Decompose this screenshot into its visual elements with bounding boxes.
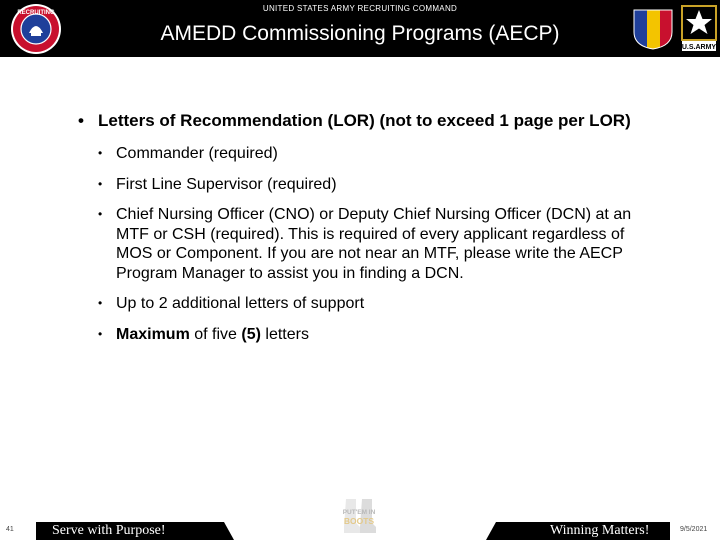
footer-winning-matters: Winning Matters! — [550, 523, 650, 538]
main-bullet — [78, 110, 658, 131]
boots-lettering-bottom: BOOTS — [343, 516, 375, 526]
recruiting-seal-icon — [9, 3, 63, 55]
sub-bullet-text: Commander (required) — [116, 145, 278, 162]
maximum-tail: letters — [260, 325, 309, 343]
slide-title: AMEDD Commissioning Programs (AECP) — [160, 22, 560, 45]
seal-lettering: RECRUITING — [17, 10, 55, 16]
footer-serve-with-purpose: Serve with Purpose! — [52, 523, 166, 538]
sub-bullet-text: First Line Supervisor (required) — [116, 175, 337, 193]
bullet-dot: • — [98, 207, 103, 221]
us-army-logo-icon — [679, 3, 719, 53]
bullet-dot: • — [98, 326, 103, 341]
bullet-dot: • — [78, 111, 84, 130]
header-organization: UNITED STATES ARMY RECRUITING COMMAND — [262, 4, 458, 13]
maximum-number: (5) — [241, 325, 261, 343]
bullet-dot: • — [98, 146, 103, 160]
sub-bullet-cno — [98, 205, 658, 283]
maximum-rest: of five — [189, 325, 242, 343]
amedd-badge-icon — [630, 8, 676, 50]
sub-bullet-list — [98, 144, 658, 344]
sub-bullet-maximum — [98, 325, 658, 345]
bullet-dot: • — [98, 176, 103, 191]
sub-bullet-supervisor — [98, 175, 658, 195]
sub-bullet-additional — [98, 294, 658, 314]
army-logo-lettering: U.S.ARMY — [681, 44, 717, 51]
boots-logo-icon — [338, 497, 380, 539]
sub-bullet-commander — [98, 144, 658, 164]
main-bullet-text: Letters of Recommendation (LOR) (not to exceed 1 page per LOR) — [98, 111, 631, 130]
page-number: 41 — [6, 526, 14, 533]
maximum-strong: Maximum — [116, 325, 190, 343]
slide-content — [78, 110, 658, 344]
sub-bullet-text: Chief Nursing Officer (CNO) or Deputy Chief Nursing Officer (DCN) at an MTF or CSH (required). This is required of every applicant regardless of MOS or Component. If you are not near an MTF, please write the AECP Program Manager to assist you in finding a DCN. — [116, 206, 632, 282]
footer-date: 9/5/2021 — [680, 526, 708, 533]
bullet-dot: • — [98, 296, 103, 310]
sub-bullet-text: Up to 2 additional letters of support — [116, 295, 365, 312]
boots-lettering-top: PUT'EM IN — [342, 509, 376, 516]
